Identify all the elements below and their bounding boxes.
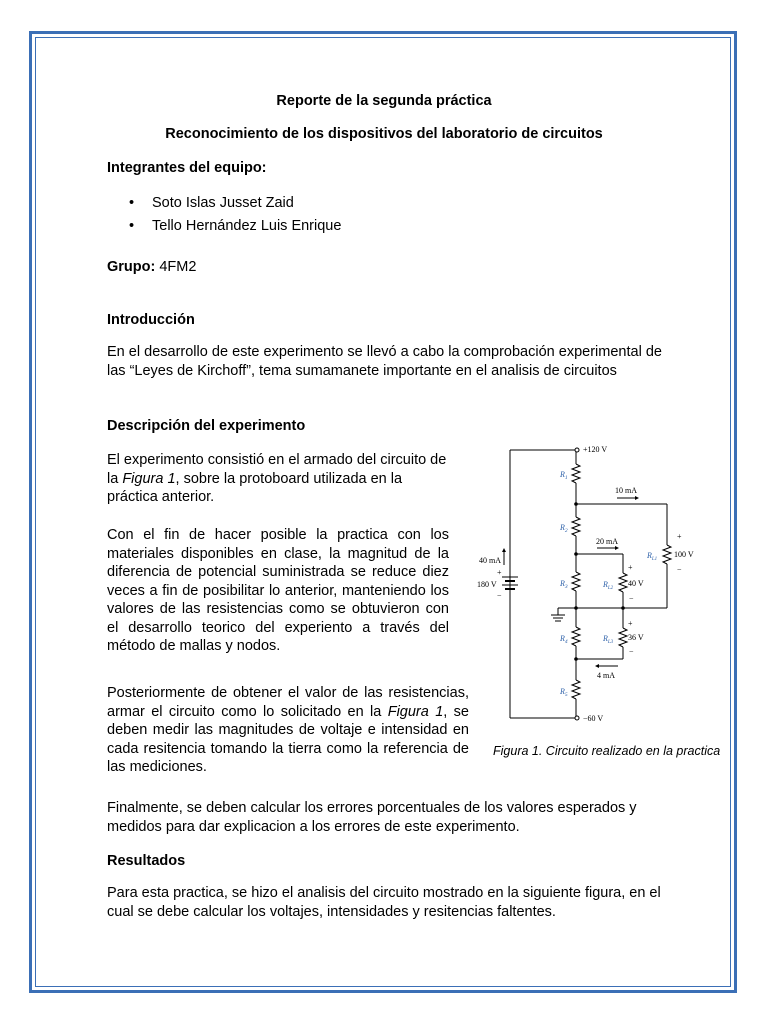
description-heading: Descripción del experimento — [107, 418, 306, 434]
label-rl1-plus: + — [677, 532, 682, 541]
group-value: 4FM2 — [159, 259, 197, 275]
intro-heading: Introducción — [107, 312, 195, 328]
desc-p1-end: , sobre la protoboard utilizada en la práctica anterior. — [107, 470, 403, 505]
member-item: • Tello Hernández Luis Enrique — [107, 215, 341, 238]
label-rl3-voltage: 36 V — [628, 633, 644, 642]
description-paragraph-1 — [107, 451, 449, 507]
label-bottom-voltage: −60 V — [583, 714, 604, 723]
results-paragraph: Para esta practica, se hizo el analisis del circuito mostrado en la siguiente figura, en el cual se debe calcular los voltajes, intensidades y resitencias faltentes. — [107, 885, 661, 920]
group-label: Grupo: — [107, 259, 156, 275]
label-source-minus: − — [497, 591, 502, 600]
label-rl3: $R_{L3}$ — [603, 634, 614, 645]
resistor-r1 — [572, 464, 580, 483]
resistor-rl2 — [619, 573, 627, 592]
label-rl2: $R_{L2}$ — [603, 580, 614, 591]
label-r3: $R_3$ — [560, 579, 568, 590]
figure-caption: Figura 1. Circuito realizado en la practica — [493, 743, 721, 758]
label-source-current: 40 mA — [479, 556, 501, 565]
label-r4: $R_4$ — [560, 634, 568, 645]
intro-paragraph: En el desarrollo de este experimento se llevó a cabo la comprobación experimental de las “Leyes de Kirchoff”, tema sumamanete importante en el analisis de circuitos — [107, 344, 662, 379]
group-line — [107, 258, 196, 277]
description-paragraph-3 — [107, 684, 469, 777]
label-source-voltage: 180 V — [477, 580, 497, 589]
final-paragraph: Finalmente, se deben calcular los errores porcentuales de los valores esperados y medidos para dar explicacion a los errores de este experimento. — [107, 800, 637, 835]
member-list — [107, 192, 341, 238]
figure-reference: Figura 1 — [387, 703, 444, 720]
results-heading: Resultados — [107, 853, 186, 869]
terminal-negative — [575, 716, 579, 720]
terminal-positive — [575, 448, 579, 452]
resistor-r5 — [572, 680, 580, 699]
label-rl3-plus: + — [628, 619, 633, 628]
document-title: Reporte de la segunda práctica — [276, 93, 492, 109]
member-item: • Soto Islas Jusset Zaid — [107, 192, 341, 215]
figure-reference: Figura 1 — [122, 470, 176, 487]
label-current-1: 10 mA — [615, 486, 637, 495]
label-r5: $R_5$ — [560, 687, 568, 698]
label-r2: $R_2$ — [560, 523, 568, 534]
label-rl1-voltage: 100 V — [674, 550, 694, 559]
label-source-plus: + — [497, 568, 502, 577]
team-heading: Integrantes del equipo: — [107, 160, 267, 176]
label-rl1-minus: − — [677, 565, 682, 574]
circuit-diagram — [474, 437, 694, 727]
label-rl1: $R_{L1}$ — [647, 551, 658, 562]
label-current-2: 20 mA — [596, 537, 618, 546]
resistor-r4 — [572, 627, 580, 646]
label-top-voltage: +120 V — [583, 445, 608, 454]
label-rl2-plus: + — [628, 563, 633, 572]
resistor-rl1 — [663, 545, 671, 564]
label-r1: $R_1$ — [560, 470, 568, 481]
resistor-r3 — [572, 572, 580, 591]
label-rl3-minus: − — [629, 647, 634, 656]
desc-p1-start: El experimento consistió en el armado del circuito de la — [107, 452, 447, 487]
desc-p3-start: Posteriormente de obtener el valor de las resistencias, armar el circuito como lo solicitado en la — [107, 685, 469, 720]
desc-p3-end: , se deben medir las magnitudes de voltaje e intensidad en cada resitencia tomando la tierra como la referencia de las mediciones. — [107, 703, 469, 775]
document-subtitle: Reconocimiento de los dispositivos del laboratorio de circuitos — [165, 126, 603, 142]
description-paragraph-2: Con el fin de hacer posible la practica con los materiales disponibles en clase, la magnitud de la diferencia de potencial suministrada se reduce diez veces a fin de posibilitar lo anterior, manteniendo los valores de las resistencias como se obtuvieron con el desarrollo teorico del experiento a través del método de mallas y nodos. — [107, 527, 449, 654]
label-current-3: 4 mA — [597, 671, 615, 680]
label-rl2-voltage: 40 V — [628, 579, 644, 588]
label-rl2-minus: − — [629, 594, 634, 603]
resistor-rl3 — [619, 628, 627, 647]
resistor-r2 — [572, 517, 580, 536]
